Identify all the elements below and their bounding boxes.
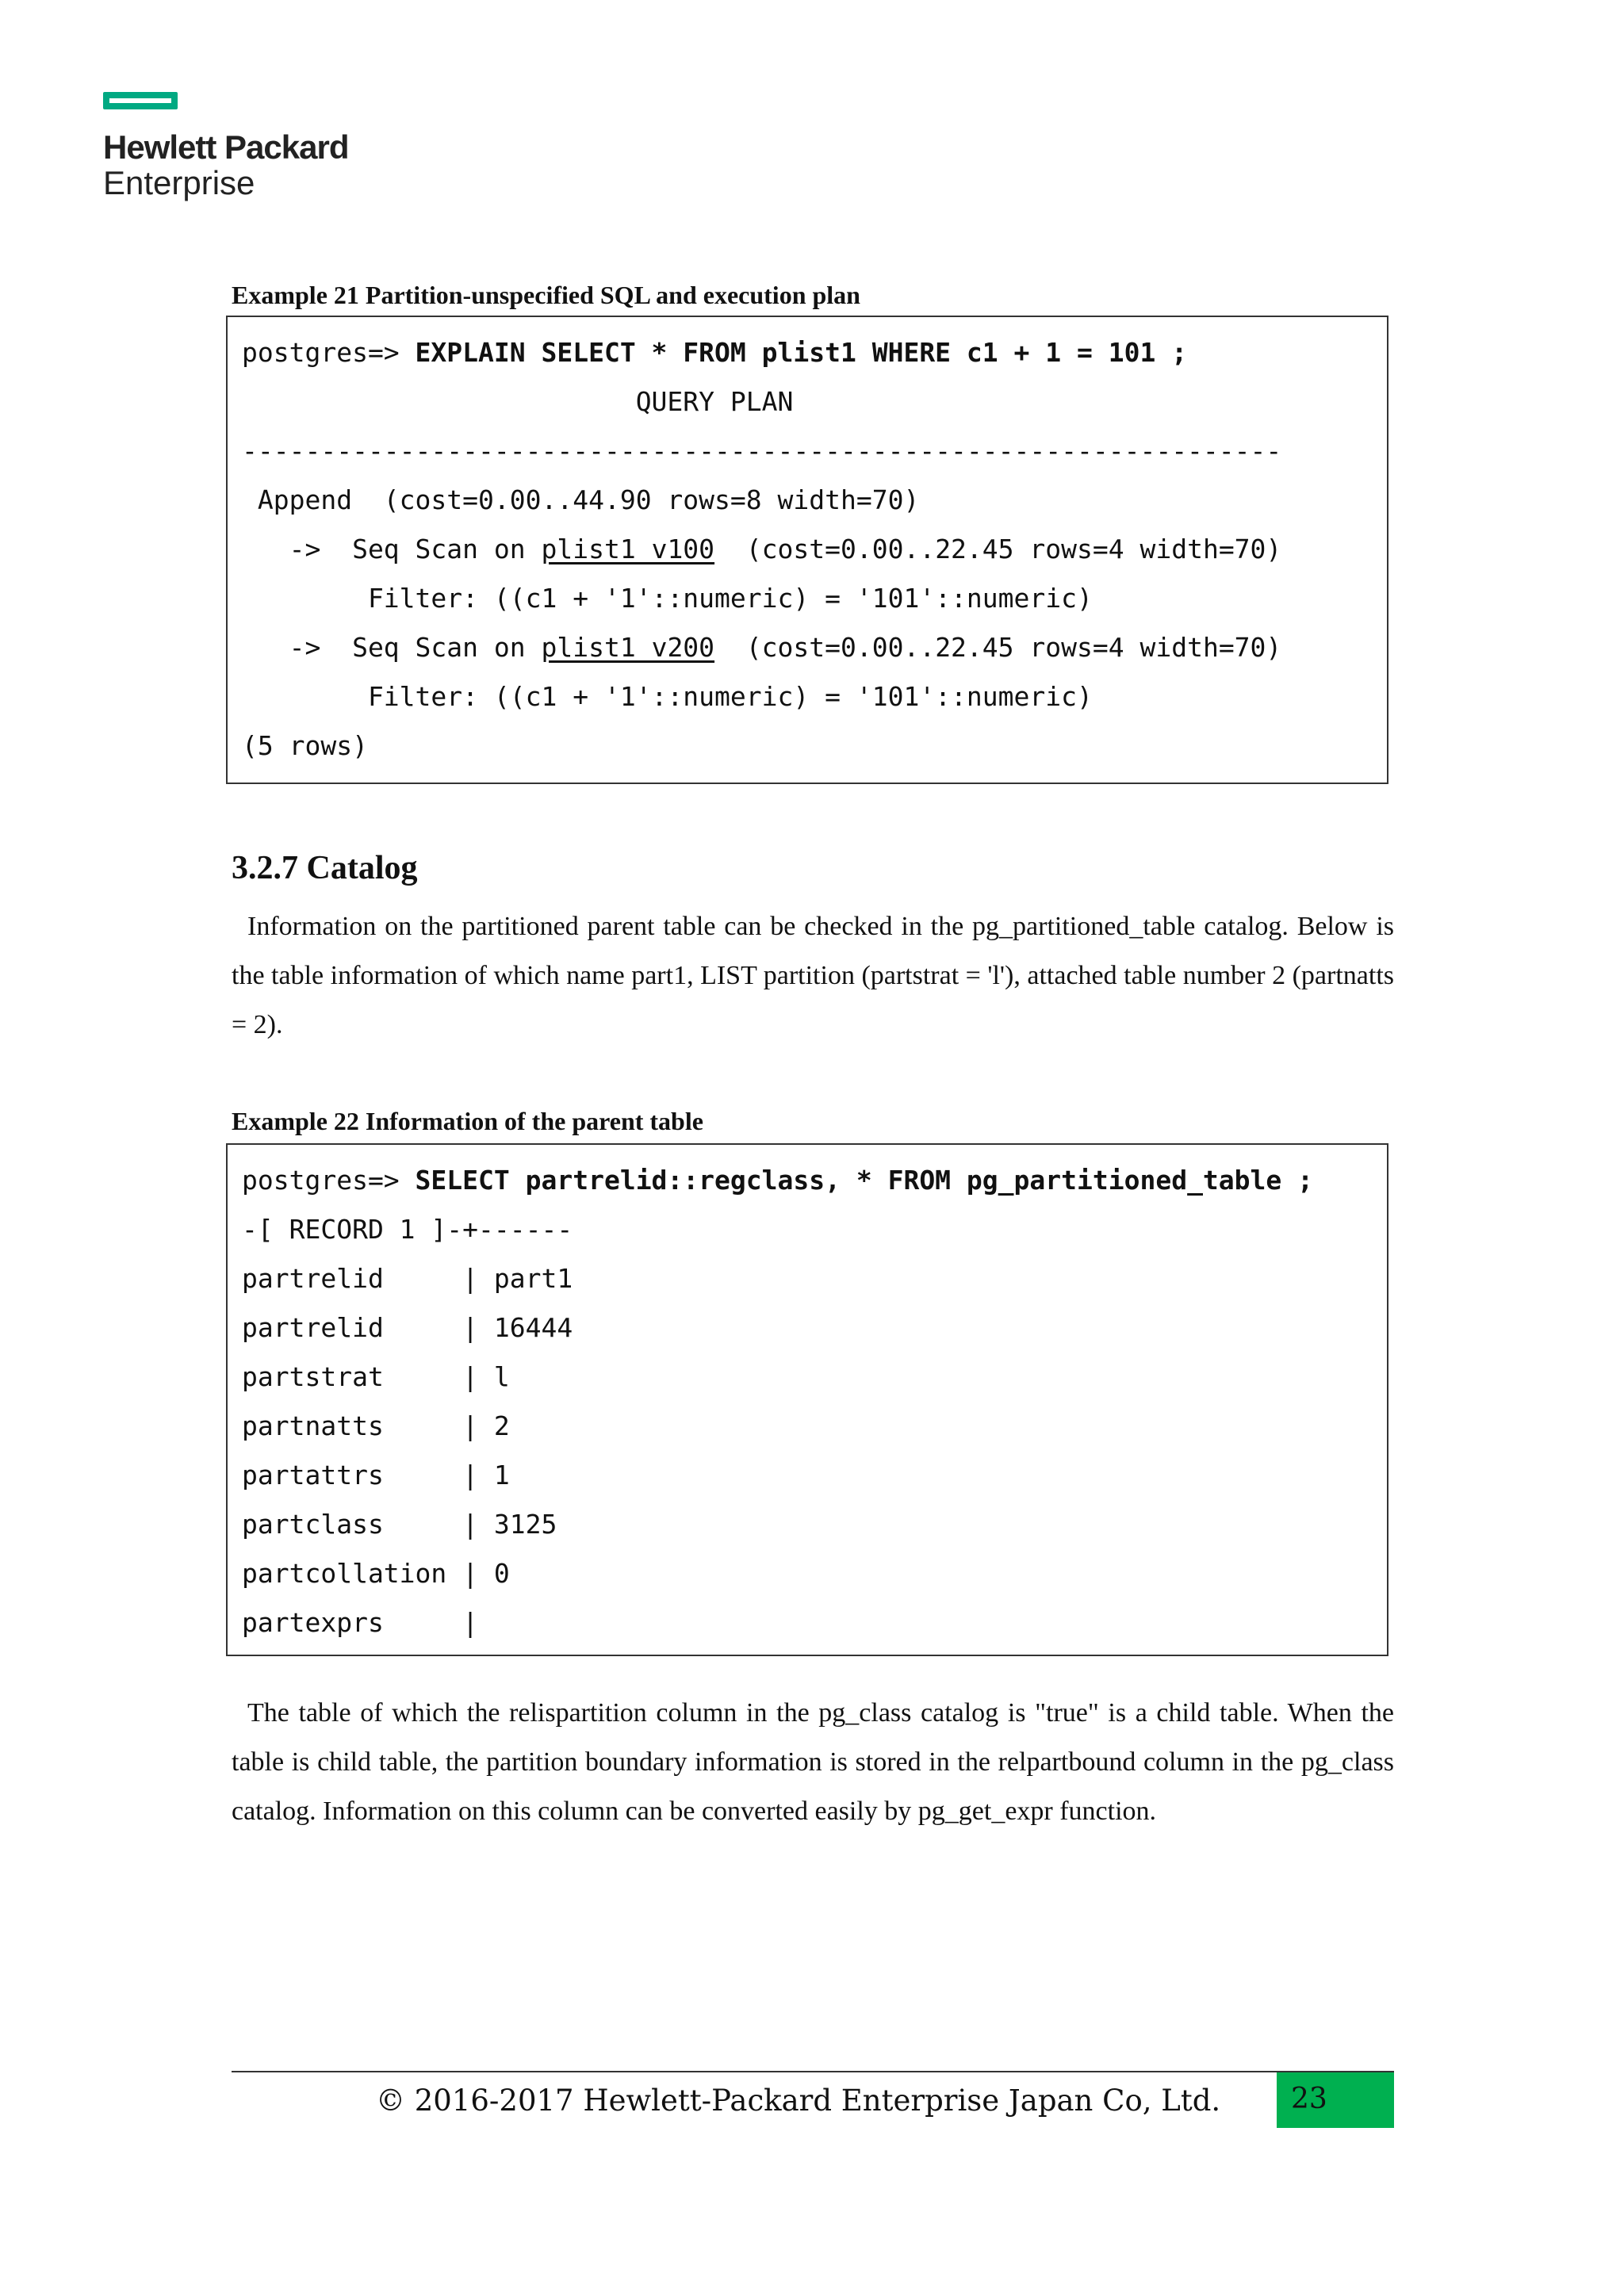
partition-name-v100: plist1_v100: [541, 534, 715, 564]
footer-copyright: © 2016-2017 Hewlett-Packard Enterprise Japan Co, Ltd.: [376, 2084, 1221, 2118]
filter-line-1: Filter: ((c1 + '1'::numeric) = '101'::numeric): [242, 583, 1093, 614]
prompt: postgres=>: [242, 1165, 416, 1196]
logo-text-line1: Hewlett Packard: [103, 128, 349, 166]
seq-scan-line-2: -> Seq Scan on plist1_v200 (cost=0.00..22.45 rows=4 width=70): [242, 632, 1282, 663]
result-row: partrelid | part1: [242, 1263, 573, 1294]
partition-name-v200: plist1_v200: [541, 632, 715, 663]
query-plan-header: QUERY PLAN: [242, 386, 794, 417]
result-row: partrelid | 16444: [242, 1312, 573, 1343]
prompt: postgres=>: [242, 337, 416, 368]
example21-code-box: [226, 316, 1388, 784]
result-row: partstrat | l: [242, 1361, 510, 1392]
sql-command: SELECT partrelid::regclass, * FROM pg_partitioned_table ;: [415, 1165, 1314, 1196]
record-header: -[ RECORD 1 ]-+------: [242, 1214, 573, 1245]
seq-scan-line-1: -> Seq Scan on plist1_v100 (cost=0.00..22.45 rows=4 width=70): [242, 534, 1282, 564]
append-line: Append (cost=0.00..44.90 rows=8 width=70): [242, 484, 920, 515]
example22-command-line: [242, 1156, 1373, 1205]
example21-caption: Example 21 Partition-unspecified SQL and execution plan: [232, 281, 860, 309]
filter-line-2: Filter: ((c1 + '1'::numeric) = '101'::numeric): [242, 681, 1093, 712]
child-table-paragraph: The table of which the relispartition column in the pg_class catalog is "true" is a child table. When the table is child table, the partition boundary information is stored in the relpartbound column in the pg_class catalog. Information on this column can be converted easily by pg_get_expr function.: [232, 1698, 1394, 1826]
example21-command-line: [242, 328, 1373, 377]
result-row: partattrs | 1: [242, 1460, 510, 1490]
hpe-logo: [103, 92, 348, 201]
row-count-line: (5 rows): [242, 730, 368, 761]
separator-line: ------------------------------------------------------------------: [242, 435, 1282, 466]
example22-code-box: [226, 1143, 1388, 1656]
section-heading: 3.2.7 Catalog: [232, 850, 418, 886]
example22-caption: Example 22 Information of the parent table: [232, 1107, 703, 1135]
hpe-logo-mark: [103, 92, 178, 109]
result-row: partexprs |: [242, 1607, 479, 1638]
footer-divider: [232, 2071, 1394, 2072]
result-row: partnatts | 2: [242, 1410, 510, 1441]
result-row: partclass | 3125: [242, 1509, 557, 1540]
catalog-paragraph: Information on the partitioned parent table can be checked in the pg_partitioned_table catalog. Below is the table information of which name part1, LIST partition (partstrat = 'l'), attached table number 2 (partnatts = 2).: [232, 912, 1394, 1039]
sql-command: EXPLAIN SELECT * FROM plist1 WHERE c1 + 1 = 101 ;: [415, 337, 1188, 368]
result-row: partcollation | 0: [242, 1558, 510, 1589]
logo-text-line2: Enterprise: [103, 164, 255, 201]
page-number: 23: [1277, 2072, 1394, 2128]
